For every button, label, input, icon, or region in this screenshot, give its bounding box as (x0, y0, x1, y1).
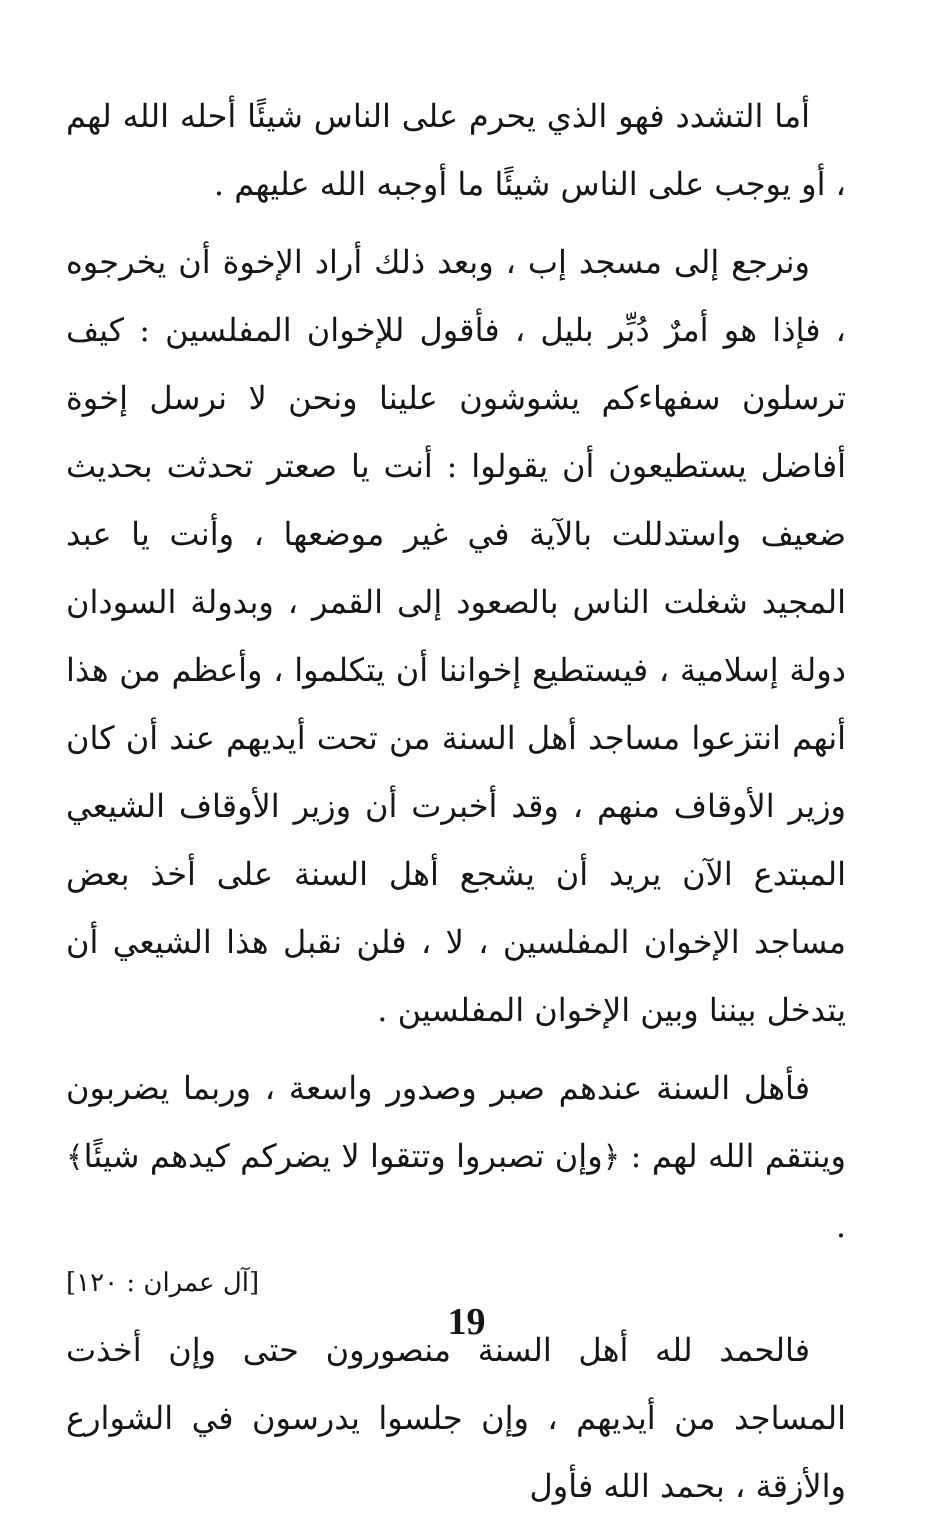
paragraph-patience (66, 1054, 846, 1260)
quran-close-bracket: ﴾ (66, 1140, 84, 1175)
quran-open-bracket: ﴿ (602, 1140, 621, 1175)
paragraph-ibb-mosque: ونرجع إلى مسجد إب ، وبعد ذلك أراد الإخوة أن يخرجوه ، فإذا هو أمرٌ دُبِّر بليل ، فأقول للإخوان المفلسين : كيف ترسلون سفهاءكم يشوشون علينا ونحن لا نرسل إخوة أفاضل يستطيعون أن يقولوا : أنت يا صعتر تحدثت بحديث ضعيف واستدللت بالآية في غير موضعها ، وأنت يا عبد المجيد شغلت الناس بالصعود إلى القمر ، وبدولة السودان دولة إسلامية ، فيستطيع إخواننا أن يتكلموا ، وأعظم من هذا أنهم انتزعوا مساجد أهل السنة من تحت أيديهم عند أن كان وزير الأوقاف منهم ، وقد أخبرت أن وزير الأوقاف الشيعي المبتدع الآن يريد أن يشجع أهل السنة على أخذ بعض مساجد الإخوان المفلسين ، لا ، فلن نقبل هذا الشيعي أن يتدخل بيننا وبين الإخوان المفلسين . (66, 243, 847, 1029)
paragraph-praise: فالحمد لله أهل السنة منصورون حتى وإن أخذت المساجد من أيديهم ، وإن جلسوا يدرسون في الشوارع والأزقة ، بحمد الله فأول (66, 1331, 846, 1505)
verse-citation: [آل عمران : ١٢٠] (66, 1268, 260, 1298)
quran-verse: وإن تصبروا وتتقوا لا يضركم كيدهم شيئًا (83, 1137, 603, 1175)
paragraph-extremism: أما التشدد فهو الذي يحرم على الناس شيئًا أحله الله لهم ، أو يوجب على الناس شيئًا ما أوجبه الله عليهم . (66, 97, 846, 203)
patience-text: فأهل السنة عندهم صبر وصدور واسعة ، وربما يضربون وينتقم الله لهم : (66, 1069, 847, 1175)
verse-end-mark: . (835, 1207, 846, 1245)
page-number: 19 (447, 1301, 486, 1343)
